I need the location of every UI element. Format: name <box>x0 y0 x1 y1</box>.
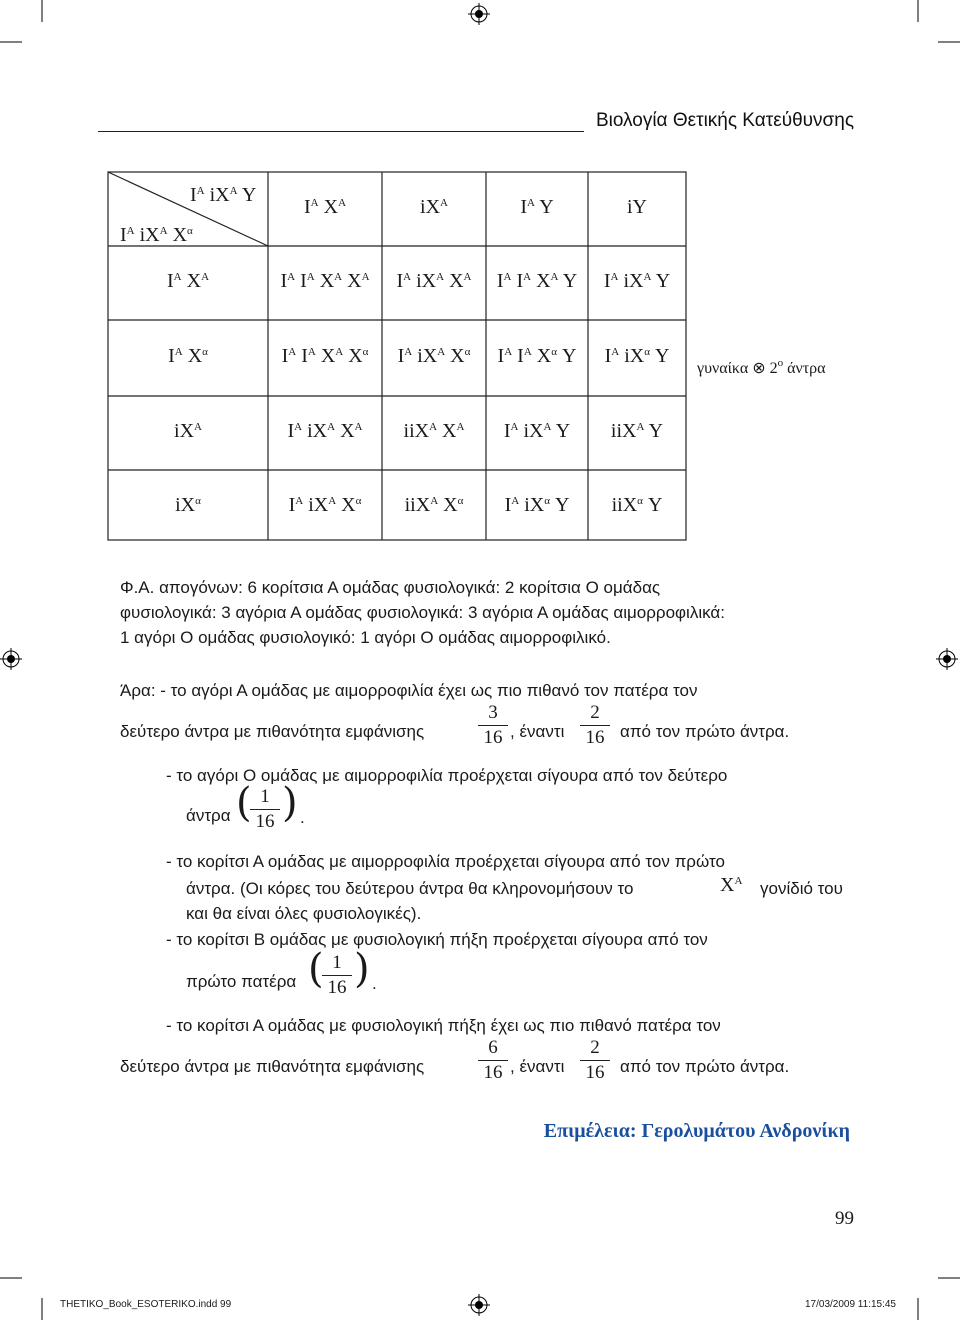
column-header-gamete: $I^A$ $X^A$ <box>303 196 347 218</box>
corner-bottom-genotype: $I^A$ $iX^A$ $X^\alpha$ <box>120 224 193 246</box>
b3-line-2a: άντρα. (Οι κόρες του δεύτερου άντρα θα κληρονομήσουν το <box>186 879 634 898</box>
offspring-genotype-cell: $I^A$ $iX^A$ $X^A$ <box>287 420 363 442</box>
b3-line-1: - το κορίτσι Α ομάδας με αιμορροφιλία προέρχεται σίγουρα από τον πρώτο <box>166 852 725 871</box>
row-header-gamete: $iX^\alpha$ <box>175 494 201 516</box>
fa-line-3: 1 αγόρι Ο ομάδας φυσιολογικό: 1 αγόρι Ο ομάδας αιμορροφιλικό. <box>120 628 611 647</box>
corner-top-genotype: $I^A$ $iX^A$ Y <box>190 184 257 206</box>
offspring-genotype-cell: iiX$^A$ Y <box>610 420 664 442</box>
fraction-6-16: 6 16 <box>478 1037 508 1084</box>
cross-note: γυναίκα ⊗ $2^o$ άντρα <box>697 356 826 377</box>
offspring-genotype-cell: $I^A$ $I^A$ $X^A$ Y <box>496 270 578 292</box>
fraction-2-16: 2 16 <box>580 702 610 749</box>
column-header-gamete: $I^A$ Y <box>520 196 554 218</box>
offspring-genotype-cell: $I^A$ $I^A$ $X^A$ $X^A$ <box>280 270 370 292</box>
fraction-1-16-a: 1 16 <box>250 786 280 833</box>
offspring-genotype-cell: $I^A$ $iX^A$ Y <box>503 420 571 442</box>
b5-line-2a: δεύτερο άντρα με πιθανότητα εμφάνισης <box>120 1057 425 1076</box>
b2-line-1: - το αγόρι Ο ομάδας με αιμορροφιλία προέρχεται σίγουρα από τον δεύτερο <box>166 766 728 785</box>
paren-right: ) <box>354 946 370 992</box>
fa-line-2: φυσιολογικά: 3 αγόρια Α ομάδας φυσιολογικά: 3 αγόρια Α ομάδας αιμορροφιλικά: <box>120 603 725 622</box>
offspring-genotype-cell: $I^A$ $iX^A$ $X^\alpha$ <box>288 494 362 516</box>
b5-line-1: - το κορίτσι Α ομάδας με φυσιολογική πήξη έχει ως πιο πιθανό πατέρα τον <box>166 1016 721 1035</box>
period: . <box>300 808 305 827</box>
offspring-genotype-cell: $I^A$ $iX^A$ $X^\alpha$ <box>397 345 471 367</box>
footer-file: THETIKO_Book_ESOTERIKO.indd 99 <box>60 1299 232 1310</box>
offspring-genotype-cell: iiX$^\alpha$ Y <box>611 494 663 516</box>
b3-line-2b: γονίδιό του <box>760 879 843 898</box>
b3-line-3: και θα είναι όλες φυσιολογικές). <box>186 904 422 923</box>
offspring-genotype-cell: $I^A$ $iX^\alpha$ Y <box>604 345 670 367</box>
offspring-genotype-cell: iiX$^A$ $X^A$ <box>403 420 465 442</box>
footer-date: 17/03/2009 11:15:45 <box>804 1299 896 1310</box>
b4-line-1: - το κορίτσι Β ομάδας με φυσιολογική πήξη προέρχεται σίγουρα από τον <box>166 930 708 949</box>
column-header-gamete: iY <box>627 196 647 218</box>
offspring-genotype-cell: $I^A$ $I^A$ $X^\alpha$ Y <box>497 345 577 367</box>
paren-left: ( <box>236 780 252 826</box>
offspring-genotype-cell: $I^A$ $I^A$ $X^A$ $X^\alpha$ <box>281 345 369 367</box>
b4-line-2: πρώτο πατέρα <box>186 972 297 991</box>
period: . <box>372 974 377 993</box>
gene-xa: $X^A$ <box>720 874 743 896</box>
b5-line-2c: από τον πρώτο άντρα. <box>620 1057 790 1076</box>
offspring-genotype-cell: iiX$^A$ $X^\alpha$ <box>404 494 464 516</box>
column-header-gamete: $iX^A$ <box>420 196 448 218</box>
row-header-gamete: $I^A$ $X^A$ <box>166 270 210 292</box>
fraction-1-16-b: 1 16 <box>322 952 352 999</box>
offspring-genotype-cell: $I^A$ $iX^\alpha$ Y <box>504 494 570 516</box>
ara-line-2c: από τον πρώτο άντρα. <box>620 722 790 741</box>
header-title: Βιολογία Θετικής Κατεύθυνσης <box>595 110 854 131</box>
ara-line-2b: , έναντι <box>510 722 565 741</box>
row-header-gamete: $iX^A$ <box>174 420 202 442</box>
ara-line-1: Άρα: - το αγόρι Α ομάδας με αιμορροφιλία έχει ως πιο πιθανό τον πατέρα τον <box>120 681 698 700</box>
editor-credit: Επιμέλεια: Γερολυμάτου Ανδρονίκη <box>543 1120 850 1142</box>
ara-line-2a: δεύτερο άντρα με πιθανότητα εμφάνισης <box>120 722 425 741</box>
fa-line-1: Φ.Α. απογόνων: 6 κορίτσια Α ομάδας φυσιολογικά: 2 κορίτσια Ο ομάδας <box>120 578 661 597</box>
b5-line-2b: , έναντι <box>510 1057 565 1076</box>
b2-line-2: άντρα <box>186 806 231 825</box>
page-number: 99 <box>835 1208 854 1229</box>
offspring-genotype-cell: $I^A$ $iX^A$ Y <box>603 270 671 292</box>
row-header-gamete: $I^A$ $X^\alpha$ <box>168 345 208 367</box>
paren-left: ( <box>308 946 324 992</box>
offspring-genotype-cell: $I^A$ $iX^A$ $X^A$ <box>396 270 472 292</box>
fraction-3-16: 3 16 <box>478 702 508 749</box>
paren-right: ) <box>282 780 298 826</box>
fraction-2-16-b: 2 16 <box>580 1037 610 1084</box>
